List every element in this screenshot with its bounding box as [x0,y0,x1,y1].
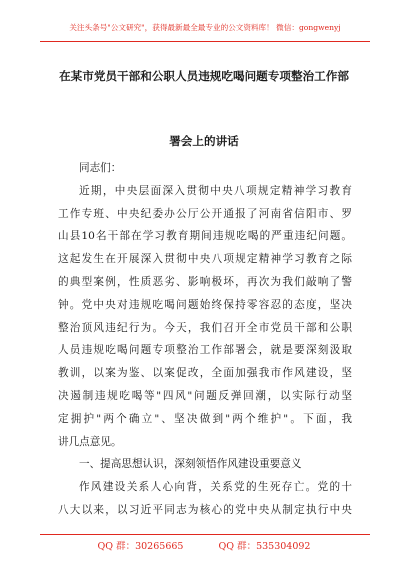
body-line: 教训，以案为鉴、以案促改，全面加强我市作风建设，坚 [58,367,352,380]
qq-group-2: QQ 群：535304092 [218,541,311,552]
document-title-line-1: 在某市党员干部和公职人员违规吃喝问题专项整治工作部 [59,69,349,83]
body-line: 近期，中央层面深入贯彻中央八项规定精神学习教育 [79,184,352,197]
body-line: 人员违规吃喝问题专项整治工作部署会，就是要深刻汲取 [58,344,352,357]
body-line: 这起发生在开展深入贯彻中央八项规定精神学习教育之际 [58,253,352,266]
section-heading: 一、提高思想认识，深刻领悟作风建设重要意义 [79,458,302,471]
salutation: 同志们： [79,162,122,174]
body-line: 决遏制违规吃喝等"四风"问题反弹回潮，以实际行动坚 [58,389,352,402]
body-line: 整治顶风违纪行为。今天，我们召开全市党员干部和公职 [58,321,352,334]
body-line: 的典型案例，性质恶劣、影响极坏，再次为我们敲响了警 [58,275,352,288]
document-title-line-2: 署会上的讲话 [169,134,239,148]
footer-divider [40,534,370,535]
header-divider [40,41,370,42]
body-line: 工作专班、中央纪委办公厅公开通报了河南省信阳市、罗 [58,207,352,220]
body-line: 八大以来，以习近平同志为核心的党中央从制定执行中央 [58,503,352,516]
document-body [58,157,352,522]
body-line: 讲几点意见。 [58,435,122,448]
body-line: 山县10名干部在学习教育期间违规吃喝的严重违纪问题。 [58,230,352,243]
header-banner: 关注头条号"公文研究"，获得最新最全最专业的公文资料库！ 微信：gongwenyj [69,23,341,32]
footer-contact [0,538,408,552]
body-line: 定拥护"两个确立"、坚决做到"两个维护"。下面，我 [58,412,352,425]
body-line: 钟。党中央对违规吃喝问题始终保持零容忍的态度，坚决 [58,298,352,311]
body-line: 作风建设关系人心向背，关系党的生死存亡。党的十 [79,481,352,494]
qq-group-1: QQ 群：30265665 [97,541,184,552]
